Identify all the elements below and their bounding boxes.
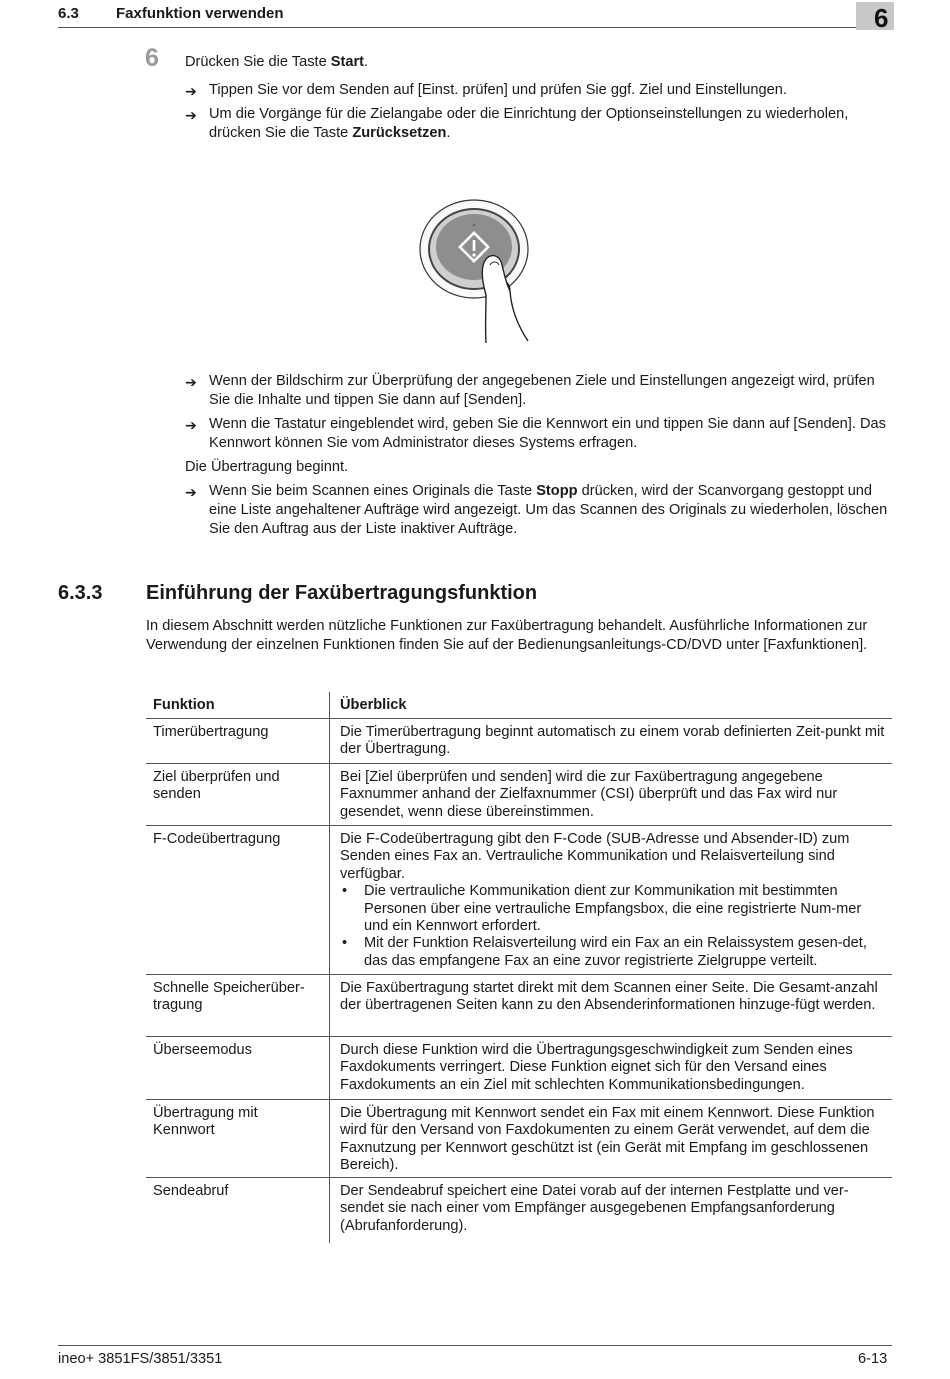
chapter-tab-number: 6 [874,3,889,33]
table-cell-overview: Bei [Ziel überprüfen und senden] wird die zur Faxübertragung angegebene Faxnummer anhand der Zielfaxnummer (CSI) überprüft und das Fax wird nur gesendet, wenn diese übereinstimmen. [340,769,838,820]
table-cell-function: Sendeabruf [153,1183,229,1199]
table-header-function: Funktion [153,697,215,713]
arrow-icon: ➔ [185,83,197,99]
arrow-icon: ➔ [185,374,197,390]
section-title: Einführung der Faxübertragungsfunktion [146,582,538,604]
bullet-icon: • [342,935,348,952]
footer-divider [58,1345,892,1346]
table-cell-function: Schnelle Speicherüber-tragung [153,980,305,1014]
header-section-number: 6.3 [58,5,79,22]
table-rule [146,763,892,764]
table-rule [146,1177,892,1178]
table-rule [146,1036,892,1037]
bullet-keyboard-password: Wenn die Tastatur eingeblendet wird, geben Sie die Kennwort ein und tippen Sie dann auf [Senden]. Das Kennwort können Sie vom Administrator dieses Systems erfragen. [209,416,886,451]
table-cell-overview: Durch diese Funktion wird die Übertragungsgeschwindigkeit zum Senden eines Faxdokuments verringert. Diese Funktion eignet sich für den Versand eines Faxdokuments an ein Ziel mit schlechten Kommunikationsbedingungen. [340,1042,853,1093]
table-cell-function: Ziel überprüfen und senden [153,769,280,803]
table-cell-overview: Die Timerübertragung beginnt automatisch zu einem vorab definierten Zeit-punkt mit der Übertragung. [340,724,885,758]
bullet-icon: • [342,883,348,900]
table-cell-overview: Der Sendeabruf speichert eine Datei vorab auf der internen Festplatte und ver-sendet sie nach einer vom Empfänger ausgegebenen Empfangsanforderung (Abrufanforderung). [340,1183,849,1234]
table-header-overview: Überblick [340,697,407,713]
start-button-illustration [410,195,540,345]
bullet-stop: Wenn Sie beim Scannen eines Originals die Taste Stopp drücken, wird der Scanvorgang gestoppt und eine Liste angehaltener Aufträge wird angezeigt. Um das Scannen des Originals zu wiederholen, löschen Sie den Auftrag aus der Liste inaktiver Aufträge. [209,483,888,537]
table-cell-overview: Die Faxübertragung startet direkt mit dem Scannen einer Seite. Die Gesamt-anzahl der übertragenen Seiten kann zu den Absenderinformationen hinzuge-fügt werden. [340,980,878,1014]
footer-page-number: 6-13 [858,1351,888,1367]
table-cell-bullet: • Die vertrauliche Kommunikation dient zur Kommunikation mit bestimmten Personen über eine vertrauliche Empfangsbox, die eine registrierte Num-mer und ein Kennwort erfordert. [342,883,862,935]
step-instruction: Drücken Sie die Taste Start. [185,54,369,70]
section-intro: In diesem Abschnitt werden nützliche Funktionen zur Faxübertragung behandelt. Ausführliche Informationen zur Verwendung der einzelnen Funktionen finden Sie auf der Bedienungsanleitungs-CD/DVD unter [Faxfunktionen]. [146,618,868,653]
table-cell-overview [340,831,885,970]
table-cell-function: Timerübertragung [153,724,269,740]
arrow-icon: ➔ [185,417,197,433]
table-cell-overview: Die Übertragung mit Kennwort sendet ein Fax mit einem Kennwort. Diese Funktion wird für den Versand von Faxdokumenten zu einem Gerät verwendet, auf dem die Faxnutzung per Kennwort geschützt ist (ein Gerät mit Empfang im geschlossenen Bereich). [340,1105,875,1174]
table-rule [146,825,892,826]
bullet-confirm-screen: Wenn der Bildschirm zur Überprüfung der angegebenen Ziele und Einstellungen angezeigt wird, prüfen Sie die Inhalte und tippen Sie dann auf [Senden]. [209,373,875,408]
table-cell-bullet: • Mit der Funktion Relaisverteilung wird ein Fax an ein Relaissystem gesen-det, das das empfangene Fax an eine zuvor registrierte Zielgruppe verteilt. [342,935,867,969]
table-cell-function: Überseemodus [153,1042,252,1058]
header-divider [58,27,856,28]
table-cell-function: F-Codeübertragung [153,831,281,847]
table-cell-overview-text: Die F-Codeübertragung gibt den F-Code (SUB-Adresse und Absender-ID) zum Senden eines Fax an. Vertrauliche Kommunikation und Relaisverteilung sind verfügbar. [340,831,850,882]
bullet-check-settings: Tippen Sie vor dem Senden auf [Einst. prüfen] und prüfen Sie ggf. Ziel und Einstellungen. [209,82,787,98]
bullet-reset: Um die Vorgänge für die Zielangabe oder die Einrichtung der Optionseinstellungen zu wiederholen, drücken Sie die Taste Zurücksetzen. [209,106,849,141]
table-rule [146,1099,892,1100]
footer-model: ineo+ 3851FS/3851/3351 [58,1351,223,1367]
table-cell-function: Übertragung mit Kennwort [153,1105,258,1139]
start-button-press-icon [410,195,540,345]
arrow-icon: ➔ [185,484,197,500]
arrow-icon: ➔ [185,107,197,123]
table-column-divider [329,692,330,1243]
section-number: 6.3.3 [58,582,103,604]
table-rule [146,718,892,719]
step-result: Die Übertragung beginnt. [185,459,349,475]
step-number: 6 [145,44,159,72]
table-rule [146,974,892,975]
header-section-title: Faxfunktion verwenden [116,5,284,22]
